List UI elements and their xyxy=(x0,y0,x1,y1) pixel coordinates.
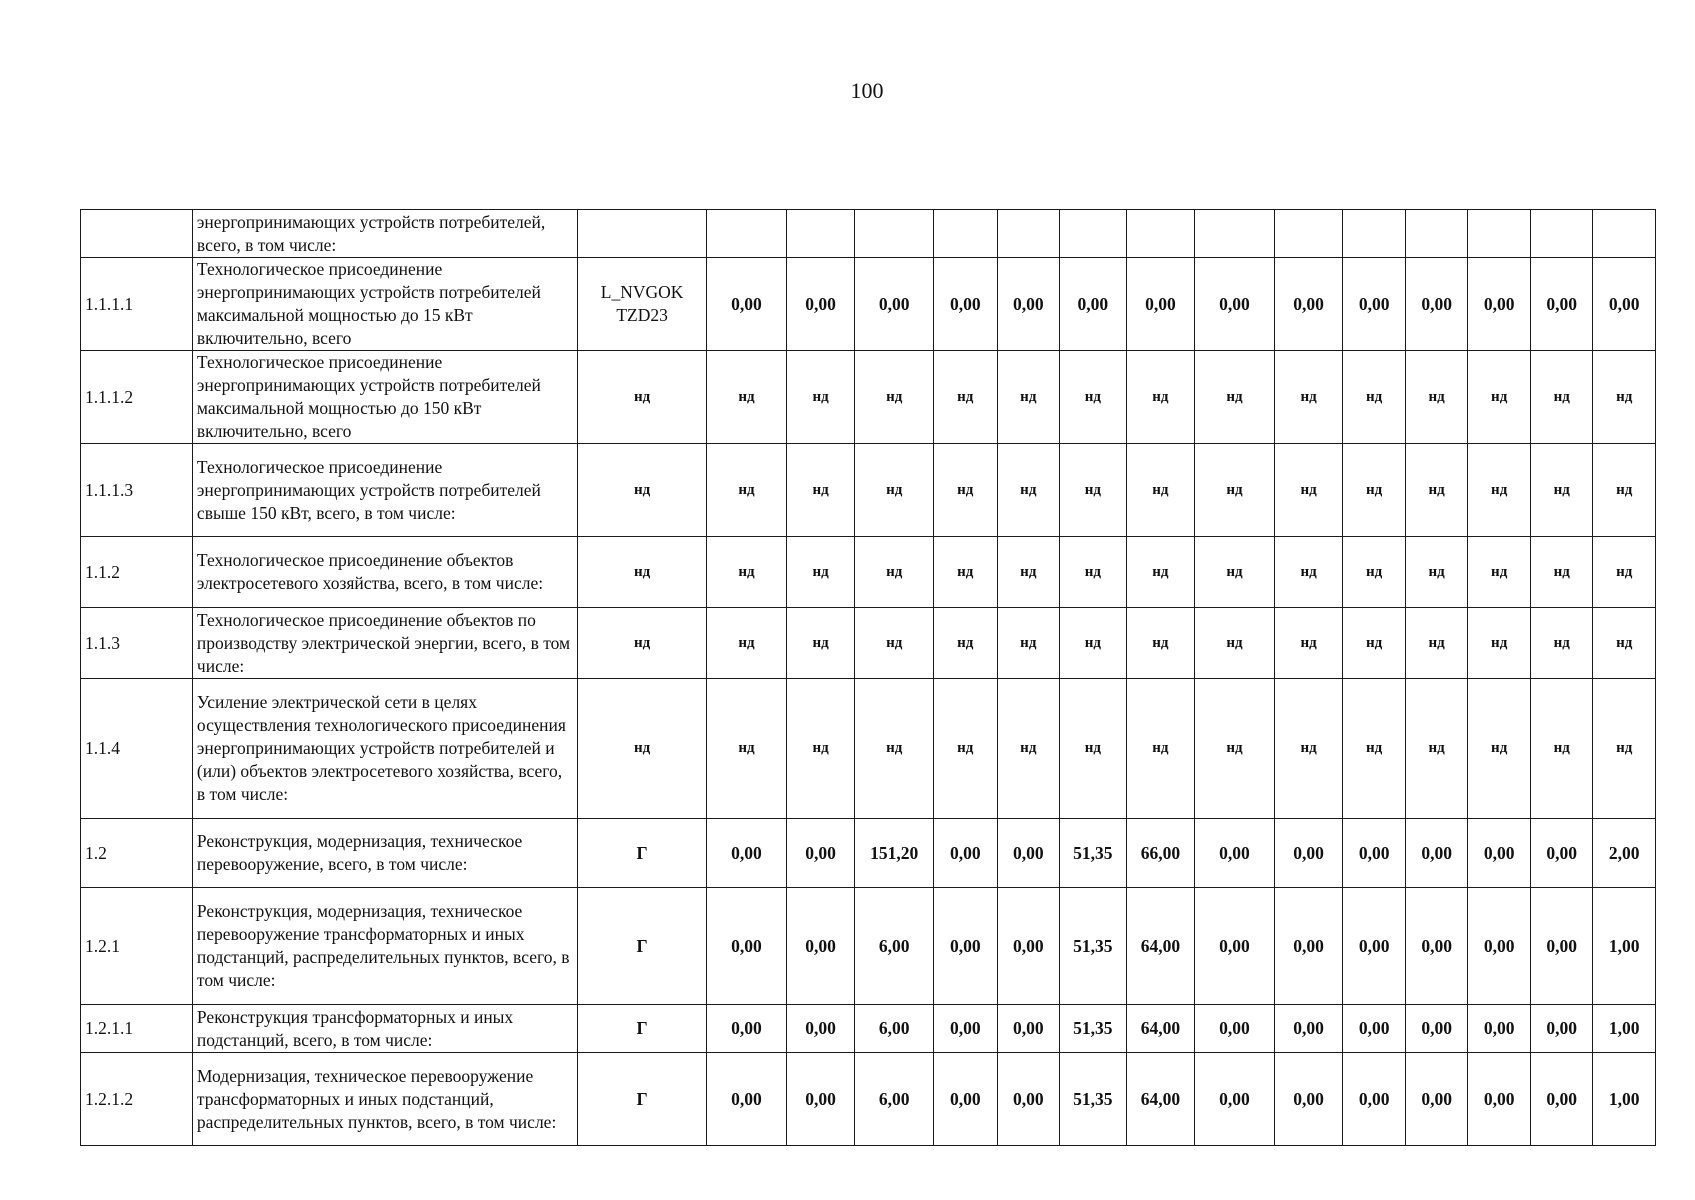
value-cell xyxy=(1468,210,1531,258)
value-cell: 0,00 xyxy=(1530,888,1593,1005)
value-cell: 0,00 xyxy=(1468,258,1531,351)
value-cell: 64,00 xyxy=(1126,888,1195,1005)
value-cell: 1,00 xyxy=(1593,888,1656,1005)
value-cell: 0,00 xyxy=(1405,258,1468,351)
table-row xyxy=(81,537,1656,608)
value-cell: нд xyxy=(1405,444,1468,537)
value-cell: 0,00 xyxy=(1126,258,1195,351)
value-cell: 0,00 xyxy=(855,258,934,351)
value-cell xyxy=(997,210,1060,258)
row-number: 1.1.1.2 xyxy=(81,351,193,444)
value-cell: 0,00 xyxy=(1274,258,1343,351)
value-cell xyxy=(1405,210,1468,258)
row-identifier: Г xyxy=(578,819,707,888)
value-cell: 0,00 xyxy=(934,888,998,1005)
value-cell: нд xyxy=(786,679,855,819)
value-cell: 0,00 xyxy=(934,819,998,888)
investment-program-table xyxy=(80,209,1656,1146)
value-cell: нд xyxy=(1468,351,1531,444)
value-cell: 0,00 xyxy=(1195,888,1275,1005)
row-identifier: нд xyxy=(578,444,707,537)
value-cell: нд xyxy=(997,679,1060,819)
value-cell: нд xyxy=(786,608,855,679)
value-cell: 0,00 xyxy=(707,258,787,351)
value-cell xyxy=(1126,210,1195,258)
value-cell: 0,00 xyxy=(786,888,855,1005)
value-cell: нд xyxy=(997,608,1060,679)
value-cell: 0,00 xyxy=(934,1005,998,1053)
value-cell: нд xyxy=(1343,679,1406,819)
row-number: 1.1.2 xyxy=(81,537,193,608)
value-cell: нд xyxy=(1060,679,1127,819)
row-number: 1.1.4 xyxy=(81,679,193,819)
table-row xyxy=(81,1005,1656,1053)
value-cell: 0,00 xyxy=(707,1053,787,1146)
value-cell xyxy=(1195,210,1275,258)
value-cell: нд xyxy=(1195,608,1275,679)
row-name: Усиление электрической сети в целях осуществления технологического присоединения энергопринимающих устройств потребителей и (или) объектов электросетевого хозяйства, всего, в том числе: xyxy=(192,679,577,819)
value-cell: 0,00 xyxy=(786,819,855,888)
row-name: Реконструкция трансформаторных и иных подстанций, всего, в том числе: xyxy=(192,1005,577,1053)
value-cell: 0,00 xyxy=(1060,258,1127,351)
value-cell: нд xyxy=(707,608,787,679)
value-cell: нд xyxy=(1593,444,1656,537)
value-cell: 0,00 xyxy=(1405,1053,1468,1146)
value-cell: нд xyxy=(1195,679,1275,819)
row-name: Реконструкция, модернизация, техническое перевооружение, всего, в том числе: xyxy=(192,819,577,888)
value-cell xyxy=(707,210,787,258)
value-cell: 0,00 xyxy=(1530,1053,1593,1146)
value-cell xyxy=(1060,210,1127,258)
value-cell xyxy=(786,210,855,258)
row-number: 1.1.1.3 xyxy=(81,444,193,537)
row-name: Модернизация, техническое перевооружение трансформаторных и иных подстанций, распределительных пунктов, всего, в том числе: xyxy=(192,1053,577,1146)
value-cell: нд xyxy=(1530,608,1593,679)
value-cell: 0,00 xyxy=(707,819,787,888)
value-cell: 0,00 xyxy=(1343,888,1406,1005)
value-cell: нд xyxy=(855,679,934,819)
table-body xyxy=(81,210,1656,1146)
value-cell: нд xyxy=(1405,679,1468,819)
value-cell: нд xyxy=(1195,444,1275,537)
value-cell: 0,00 xyxy=(1343,1005,1406,1053)
page-number: 100 xyxy=(850,78,884,103)
value-cell: нд xyxy=(855,537,934,608)
table-row xyxy=(81,888,1656,1005)
row-number: 1.2.1 xyxy=(81,888,193,1005)
value-cell: 0,00 xyxy=(1405,1005,1468,1053)
value-cell xyxy=(855,210,934,258)
value-cell: 64,00 xyxy=(1126,1005,1195,1053)
value-cell: нд xyxy=(855,608,934,679)
value-cell: 0,00 xyxy=(786,258,855,351)
row-number xyxy=(81,210,193,258)
row-name: энергопринимающих устройств потребителей, всего, в том числе: xyxy=(192,210,577,258)
row-number: 1.1.3 xyxy=(81,608,193,679)
row-number: 1.2.1.1 xyxy=(81,1005,193,1053)
value-cell: нд xyxy=(1195,351,1275,444)
value-cell: 0,00 xyxy=(1468,819,1531,888)
row-name: Технологическое присоединение объектов электросетевого хозяйства, всего, в том числе: xyxy=(192,537,577,608)
value-cell: 0,00 xyxy=(997,819,1060,888)
table-row xyxy=(81,819,1656,888)
row-identifier: Г xyxy=(578,1053,707,1146)
value-cell: 0,00 xyxy=(1195,1053,1275,1146)
value-cell: нд xyxy=(1060,444,1127,537)
value-cell: нд xyxy=(1126,444,1195,537)
row-identifier: нд xyxy=(578,351,707,444)
value-cell xyxy=(1343,210,1406,258)
value-cell: нд xyxy=(1468,444,1531,537)
row-identifier: L_NVGOK TZD23 xyxy=(578,258,707,351)
value-cell: 0,00 xyxy=(997,1005,1060,1053)
row-identifier: Г xyxy=(578,1005,707,1053)
value-cell: нд xyxy=(1274,444,1343,537)
row-name: Технологическое присоединение энергопринимающих устройств потребителей максимальной мощностью до 15 кВт включительно, всего xyxy=(192,258,577,351)
value-cell: 51,35 xyxy=(1060,888,1127,1005)
value-cell: 0,00 xyxy=(1405,888,1468,1005)
value-cell: 0,00 xyxy=(1195,1005,1275,1053)
value-cell: нд xyxy=(1405,351,1468,444)
row-name: Технологическое присоединение энергопринимающих устройств потребителей свыше 150 кВт, всего, в том числе: xyxy=(192,444,577,537)
value-cell: нд xyxy=(786,537,855,608)
value-cell: 0,00 xyxy=(997,258,1060,351)
value-cell: нд xyxy=(1530,444,1593,537)
value-cell: 51,35 xyxy=(1060,1005,1127,1053)
value-cell: нд xyxy=(1343,444,1406,537)
value-cell: 0,00 xyxy=(1343,819,1406,888)
value-cell: 6,00 xyxy=(855,888,934,1005)
value-cell: нд xyxy=(707,537,787,608)
row-number: 1.2 xyxy=(81,819,193,888)
value-cell: нд xyxy=(786,351,855,444)
value-cell: 64,00 xyxy=(1126,1053,1195,1146)
value-cell: нд xyxy=(1468,608,1531,679)
value-cell: 0,00 xyxy=(997,1053,1060,1146)
row-number: 1.2.1.2 xyxy=(81,1053,193,1146)
value-cell xyxy=(934,210,998,258)
table-row xyxy=(81,210,1656,258)
value-cell: нд xyxy=(855,444,934,537)
value-cell: нд xyxy=(934,679,998,819)
value-cell: нд xyxy=(707,351,787,444)
value-cell: 51,35 xyxy=(1060,1053,1127,1146)
value-cell: 0,00 xyxy=(1468,1005,1531,1053)
value-cell: 0,00 xyxy=(1468,1053,1531,1146)
table-row xyxy=(81,444,1656,537)
value-cell: нд xyxy=(1593,537,1656,608)
value-cell: нд xyxy=(1343,608,1406,679)
table-row xyxy=(81,679,1656,819)
value-cell: 0,00 xyxy=(1530,819,1593,888)
value-cell: 51,35 xyxy=(1060,819,1127,888)
value-cell: нд xyxy=(1593,679,1656,819)
value-cell: 6,00 xyxy=(855,1005,934,1053)
table-row xyxy=(81,258,1656,351)
value-cell: 0,00 xyxy=(707,1005,787,1053)
value-cell: нд xyxy=(786,444,855,537)
value-cell: нд xyxy=(1530,351,1593,444)
value-cell: нд xyxy=(1195,537,1275,608)
row-identifier: нд xyxy=(578,608,707,679)
value-cell: 0,00 xyxy=(1195,819,1275,888)
value-cell xyxy=(1274,210,1343,258)
value-cell: нд xyxy=(1593,608,1656,679)
value-cell: 0,00 xyxy=(707,888,787,1005)
row-name: Технологическое присоединение объектов по производству электрической энергии, всего, в том числе: xyxy=(192,608,577,679)
value-cell: 0,00 xyxy=(1343,258,1406,351)
value-cell: 0,00 xyxy=(786,1005,855,1053)
value-cell: 6,00 xyxy=(855,1053,934,1146)
value-cell: 0,00 xyxy=(1530,258,1593,351)
value-cell: нд xyxy=(855,351,934,444)
value-cell: нд xyxy=(934,537,998,608)
value-cell: нд xyxy=(1274,679,1343,819)
value-cell: 1,00 xyxy=(1593,1005,1656,1053)
value-cell: 0,00 xyxy=(1593,258,1656,351)
table-row xyxy=(81,1053,1656,1146)
row-name: Технологическое присоединение энергопринимающих устройств потребителей максимальной мощностью до 150 кВт включительно, всего xyxy=(192,351,577,444)
value-cell: нд xyxy=(1343,537,1406,608)
value-cell: нд xyxy=(1343,351,1406,444)
value-cell: 66,00 xyxy=(1126,819,1195,888)
value-cell: 0,00 xyxy=(1530,1005,1593,1053)
value-cell: 151,20 xyxy=(855,819,934,888)
value-cell: нд xyxy=(997,351,1060,444)
value-cell: нд xyxy=(1060,351,1127,444)
value-cell: 2,00 xyxy=(1593,819,1656,888)
value-cell: 0,00 xyxy=(1405,819,1468,888)
value-cell: нд xyxy=(1060,608,1127,679)
value-cell: нд xyxy=(1126,351,1195,444)
value-cell: 0,00 xyxy=(1468,888,1531,1005)
value-cell: нд xyxy=(1468,679,1531,819)
value-cell: нд xyxy=(1405,537,1468,608)
value-cell: нд xyxy=(707,679,787,819)
value-cell: 0,00 xyxy=(786,1053,855,1146)
value-cell: нд xyxy=(707,444,787,537)
row-identifier xyxy=(578,210,707,258)
table-row xyxy=(81,608,1656,679)
value-cell: 1,00 xyxy=(1593,1053,1656,1146)
value-cell: нд xyxy=(934,608,998,679)
value-cell: нд xyxy=(1468,537,1531,608)
value-cell: нд xyxy=(997,537,1060,608)
value-cell: нд xyxy=(1274,351,1343,444)
row-identifier: нд xyxy=(578,679,707,819)
value-cell: нд xyxy=(1126,608,1195,679)
value-cell xyxy=(1593,210,1656,258)
value-cell: нд xyxy=(1530,679,1593,819)
value-cell: 0,00 xyxy=(1343,1053,1406,1146)
value-cell: нд xyxy=(1593,351,1656,444)
value-cell: 0,00 xyxy=(1274,1005,1343,1053)
row-identifier: Г xyxy=(578,888,707,1005)
value-cell: 0,00 xyxy=(1274,888,1343,1005)
value-cell: нд xyxy=(934,351,998,444)
value-cell: 0,00 xyxy=(997,888,1060,1005)
value-cell: 0,00 xyxy=(934,1053,998,1146)
value-cell: 0,00 xyxy=(1274,819,1343,888)
row-number: 1.1.1.1 xyxy=(81,258,193,351)
value-cell: нд xyxy=(1126,537,1195,608)
value-cell: 0,00 xyxy=(1274,1053,1343,1146)
value-cell: нд xyxy=(1405,608,1468,679)
value-cell: нд xyxy=(1530,537,1593,608)
value-cell: нд xyxy=(997,444,1060,537)
row-identifier: нд xyxy=(578,537,707,608)
row-name: Реконструкция, модернизация, техническое перевооружение трансформаторных и иных подстанций, распределительных пунктов, всего, в том числе: xyxy=(192,888,577,1005)
value-cell xyxy=(1530,210,1593,258)
value-cell: нд xyxy=(1126,679,1195,819)
value-cell: 0,00 xyxy=(934,258,998,351)
table-row xyxy=(81,351,1656,444)
value-cell: 0,00 xyxy=(1195,258,1275,351)
value-cell: нд xyxy=(1274,537,1343,608)
value-cell: нд xyxy=(934,444,998,537)
value-cell: нд xyxy=(1274,608,1343,679)
value-cell: нд xyxy=(1060,537,1127,608)
